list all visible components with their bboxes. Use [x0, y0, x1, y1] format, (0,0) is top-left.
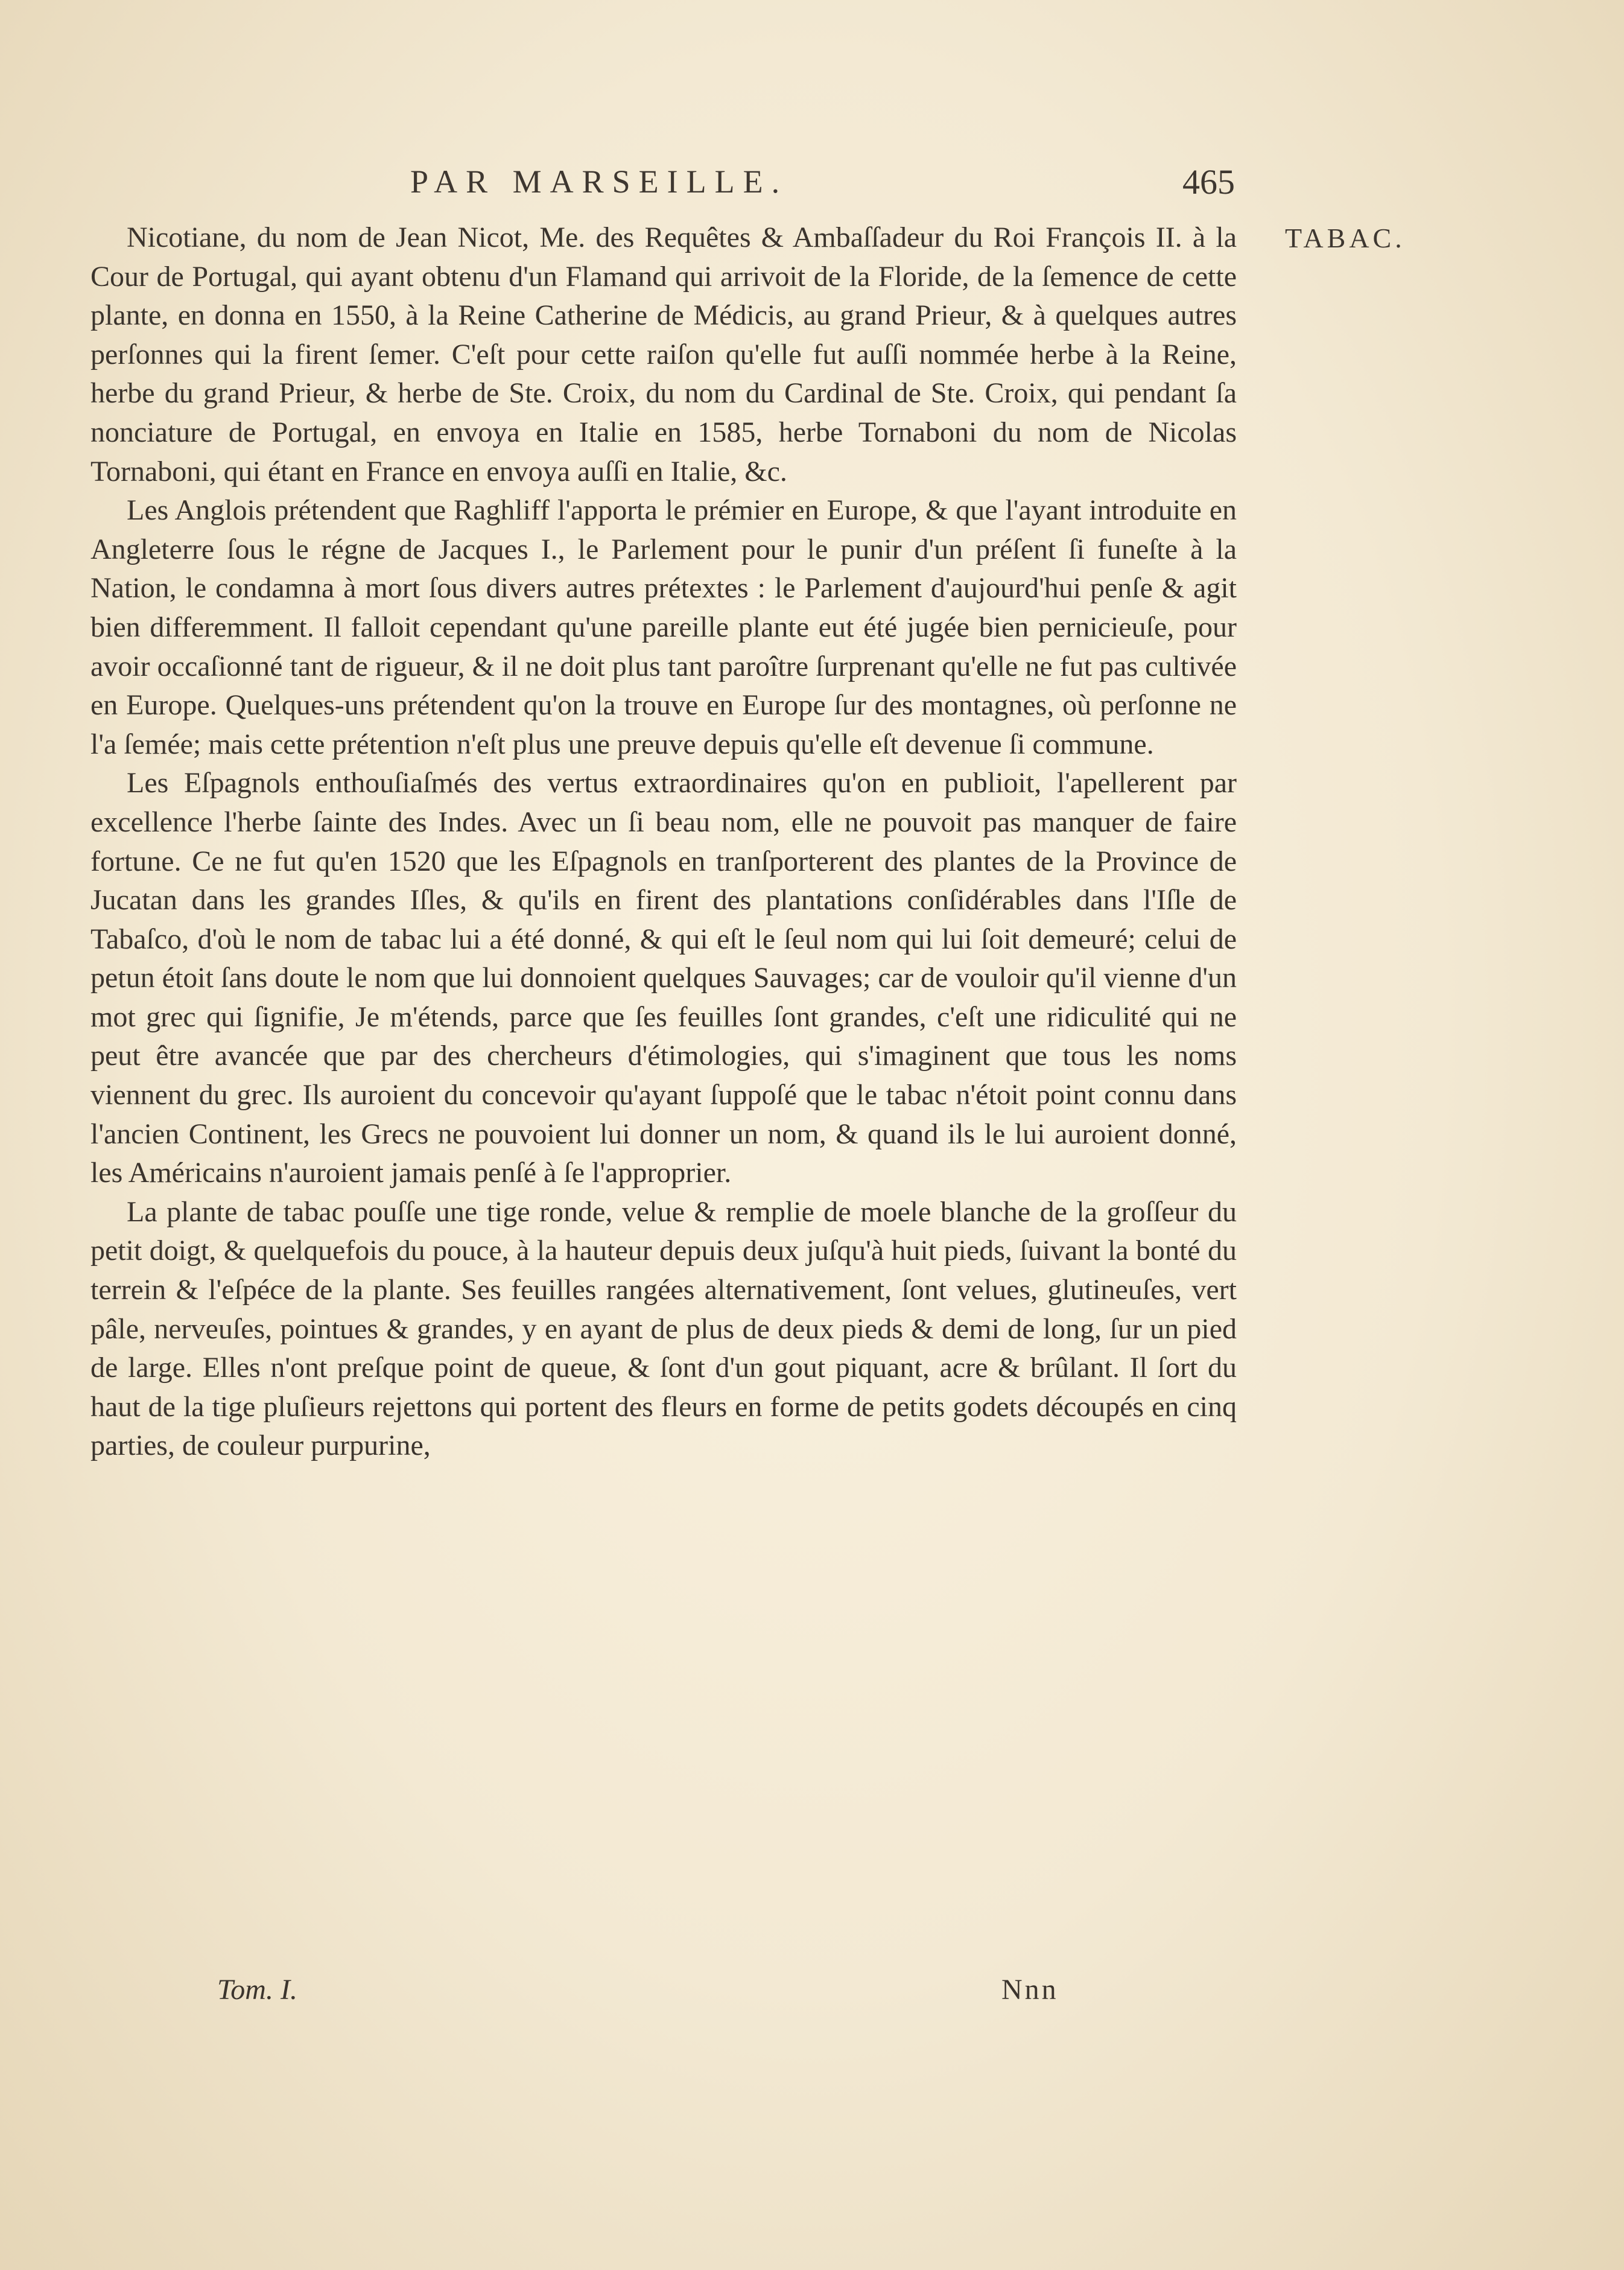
running-title: PAR MARSEILLE. [410, 164, 788, 200]
volume-indicator: Tom. I. [217, 1974, 297, 2006]
body-text [90, 218, 1237, 1466]
paragraph-3: Les Eſpagnols enthouſiaſmés des vertus extraordinaires qu'on en publioit, l'apellerent par excellence l'herbe ſainte des Indes. Avec un ſi beau nom, elle ne pouvoit pas manquer de faire fortune. Ce ne fut qu'en 1520 que les Eſpagnols en tranſporterent des plantes de la Province de Jucatan dans les grandes Iſles, & qu'ils en firent des plantations conſidérables dans l'Iſle de Tabaſco, d'où le nom de tabac lui a été donné, & qui eſt le ſeul nom qui lui ſoit demeuré; celui de petun étoit ſans doute le nom que lui donnoient quelques Sauvages; car de vouloir qu'il vienne d'un mot grec qui ſignifie, Je m'étends, parce que ſes feuilles ſont grandes, c'eſt une ridiculité qui ne peut être avancée que par des chercheurs d'étimologies, qui s'imaginent que tous les noms viennent du grec. Ils auroient du concevoir qu'ayant ſuppoſé que le tabac n'étoit point connu dans l'ancien Continent, les Grecs ne pouvoient lui donner un nom, & quand ils le lui auroient donné, les Américains n'auroient jamais penſé à ſe l'approprier. [90, 767, 1237, 1189]
paragraph-4: La plante de tabac pouſſe une tige ronde, velue & remplie de moele blanche de la groſſeur du petit doigt, & quelquefois du pouce, à la hauteur depuis deux juſqu'à huit pieds, ſuivant la bonté du terrein & l'eſpéce de la plante. Ses feuilles rangées alternativement, ſont velues, glutineuſes, vert pâle, nerveuſes, pointues & grandes, y en ayant de plus de deux pieds & demi de long, ſur un pied de large. Elles n'ont preſque point de queue, & ſont d'un gout piquant, acre & brûlant. Il ſort du haut de la tige pluſieurs rejettons qui portent des fleurs en forme de petits godets découpés en cinq parties, de couleur purpurine, [90, 1195, 1237, 1462]
paragraph-2: Les Anglois prétendent que Raghliff l'apporta le prémier en Europe, & que l'ayant introduite en Angleterre ſous le régne de Jacques I., le Parlement pour le punir d'un préſent ſi funeſte à la Nation, le condamna à mort ſous divers autres prétextes : le Parlement d'aujourd'hui penſe & agit bien differemment. Il falloit cependant qu'une pareille plante eut été jugée bien pernicieuſe, pour avoir occaſionné tant de rigueur, & il ne doit plus tant paroître ſurprenant qu'elle ne fut pas cultivée en Europe. Quelques-uns prétendent qu'on la trouve en Europe ſur des montagnes, où perſonne ne l'a ſemée; mais cette prétention n'eſt plus une preuve depuis qu'elle eſt devenue ſi commune. [90, 494, 1237, 760]
margin-note: TABAC. [1285, 223, 1406, 253]
signature-mark: Nnn [1001, 1974, 1059, 2006]
paragraph-1: Nicotiane, du nom de Jean Nicot, Me. des Requêtes & Ambaſſadeur du Roi François II. à la Cour de Portugal, qui ayant obtenu d'un Flamand qui arrivoit de la Floride, de la ſemence de cette plante, en donna en 1550, à la Reine Catherine de Médicis, au grand Prieur, & à quelques autres perſonnes qui la firent ſemer. C'eſt pour cette raiſon qu'elle fut auſſi nommée herbe à la Reine, herbe du grand Prieur, & herbe de Ste. Croix, du nom du Cardinal de Ste. Croix, qui pendant ſa nonciature de Portugal, en envoya en Italie en 1585, herbe Tornaboni du nom de Nicolas Tornaboni, qui étant en France en envoya auſſi en Italie, &c. [90, 221, 1237, 488]
page-number: 465 [1182, 162, 1235, 202]
